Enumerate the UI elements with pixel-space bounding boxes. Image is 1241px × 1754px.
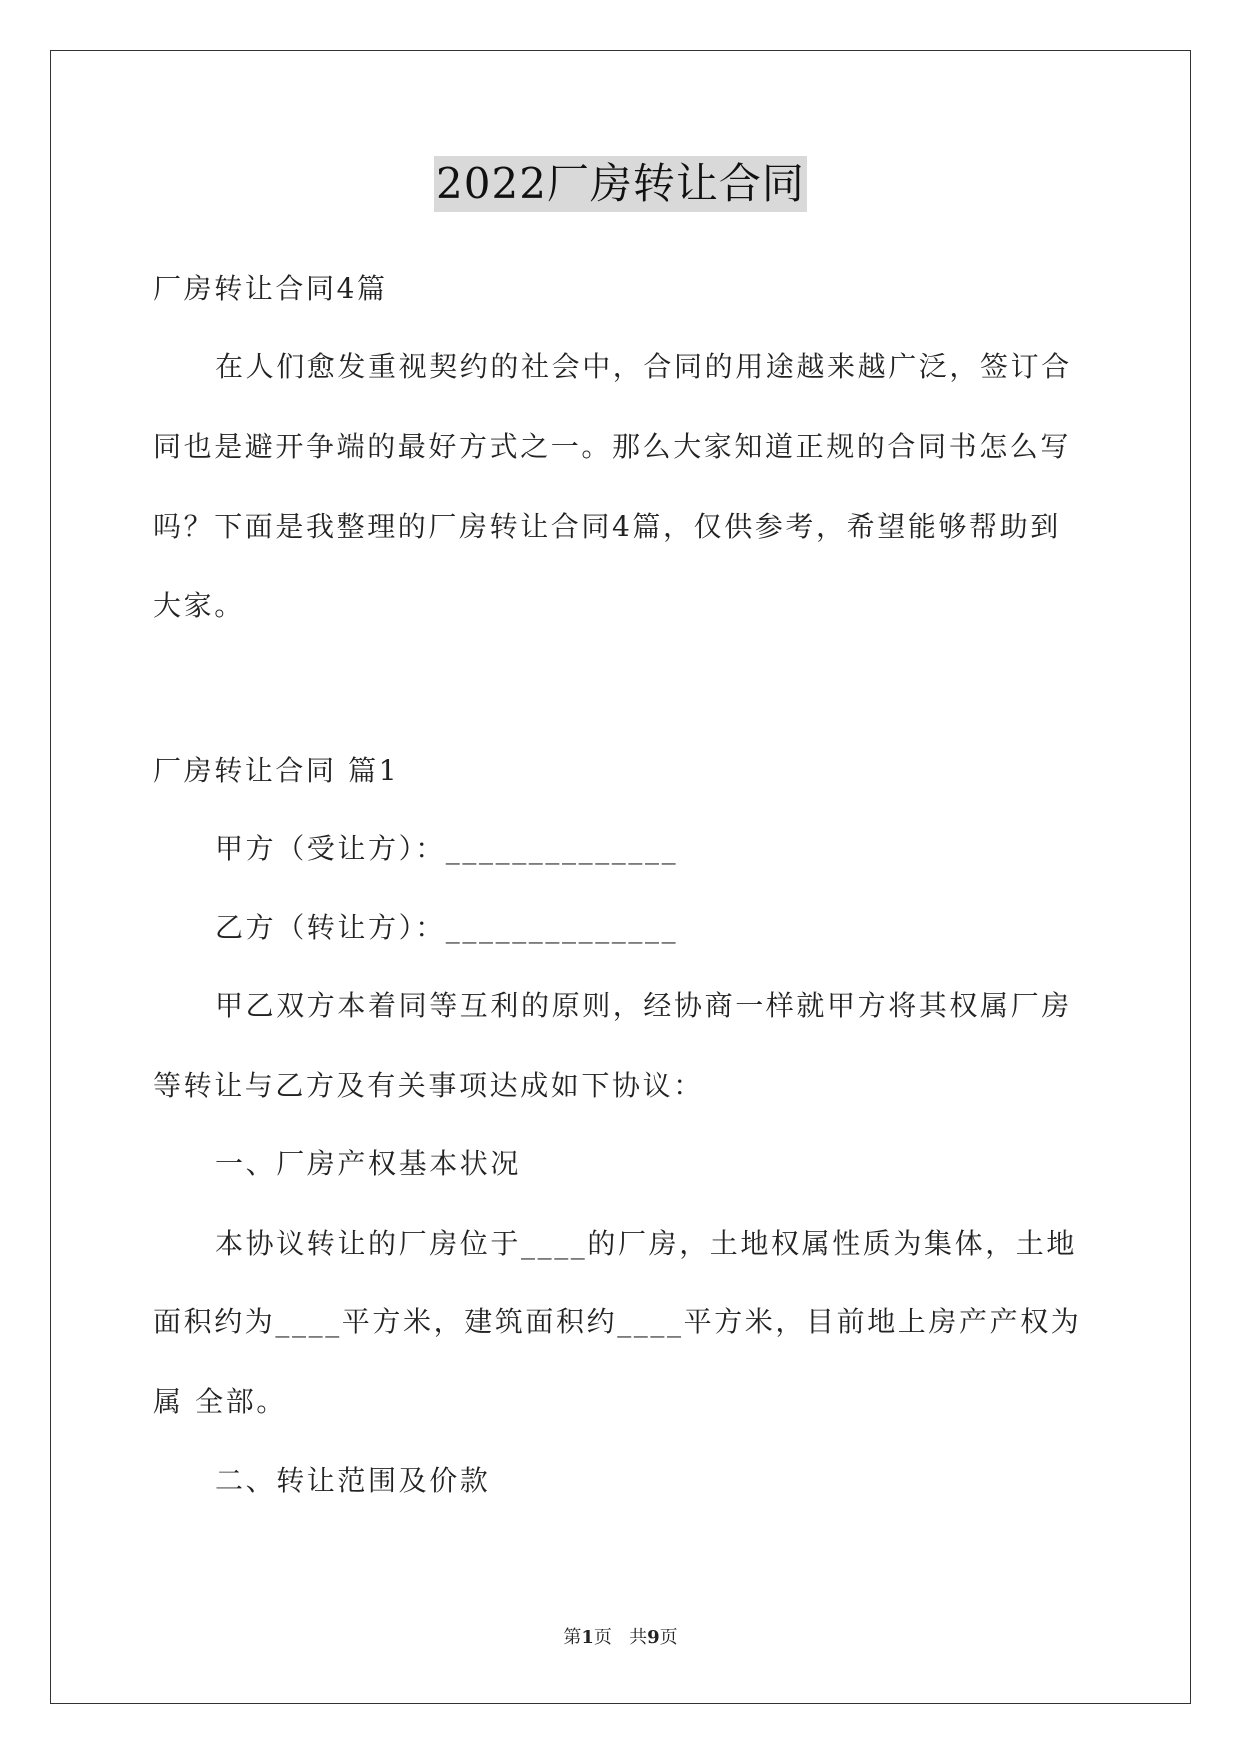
- clause1-line-3: 属 全部。: [153, 1385, 287, 1418]
- footer-total-label: 共: [629, 1627, 648, 1648]
- agreement-line-1: 甲乙双方本着同等互利的原则，经协商一样就甲方将其权属厂房: [215, 989, 1072, 1022]
- footer-total-pages: 9: [647, 1627, 660, 1648]
- title-container: [0, 156, 1241, 212]
- page-footer: [0, 1626, 1241, 1650]
- footer-page-label: 第: [563, 1627, 582, 1648]
- document-subtitle: 厂房转让合同4篇: [153, 272, 388, 305]
- intro-line-1: 在人们愈发重视契约的社会中，合同的用途越来越广泛，签订合: [215, 350, 1072, 383]
- clause1-line-2: 面积约为____平方米，建筑面积约____平方米，目前地上房产产权为: [153, 1305, 1082, 1338]
- footer-total-unit: 页: [659, 1627, 678, 1648]
- intro-line-2: 同也是避开争端的最好方式之一。那么大家知道正规的合同书怎么写: [153, 430, 1072, 463]
- clause1-line-1: 本协议转让的厂房位于____的厂房，土地权属性质为集体，土地: [215, 1227, 1078, 1260]
- footer-page-unit: 页: [593, 1627, 612, 1648]
- footer-current-page: 1: [581, 1627, 594, 1648]
- document-title: 2022厂房转让合同: [434, 156, 807, 212]
- party-b-line: 乙方（转让方）：______________: [215, 911, 679, 944]
- section-heading: 厂房转让合同 篇1: [153, 754, 400, 787]
- clause1-heading: 一、厂房产权基本状况: [215, 1147, 522, 1180]
- agreement-line-2: 等转让与乙方及有关事项达成如下协议：: [153, 1069, 704, 1102]
- party-a-line: 甲方（受让方）：______________: [215, 832, 679, 865]
- clause2-heading: 二、转让范围及价款: [215, 1464, 491, 1497]
- intro-line-3: 吗？下面是我整理的厂房转让合同4篇，仅供参考，希望能够帮助到: [153, 510, 1061, 543]
- intro-line-4: 大家。: [153, 589, 245, 622]
